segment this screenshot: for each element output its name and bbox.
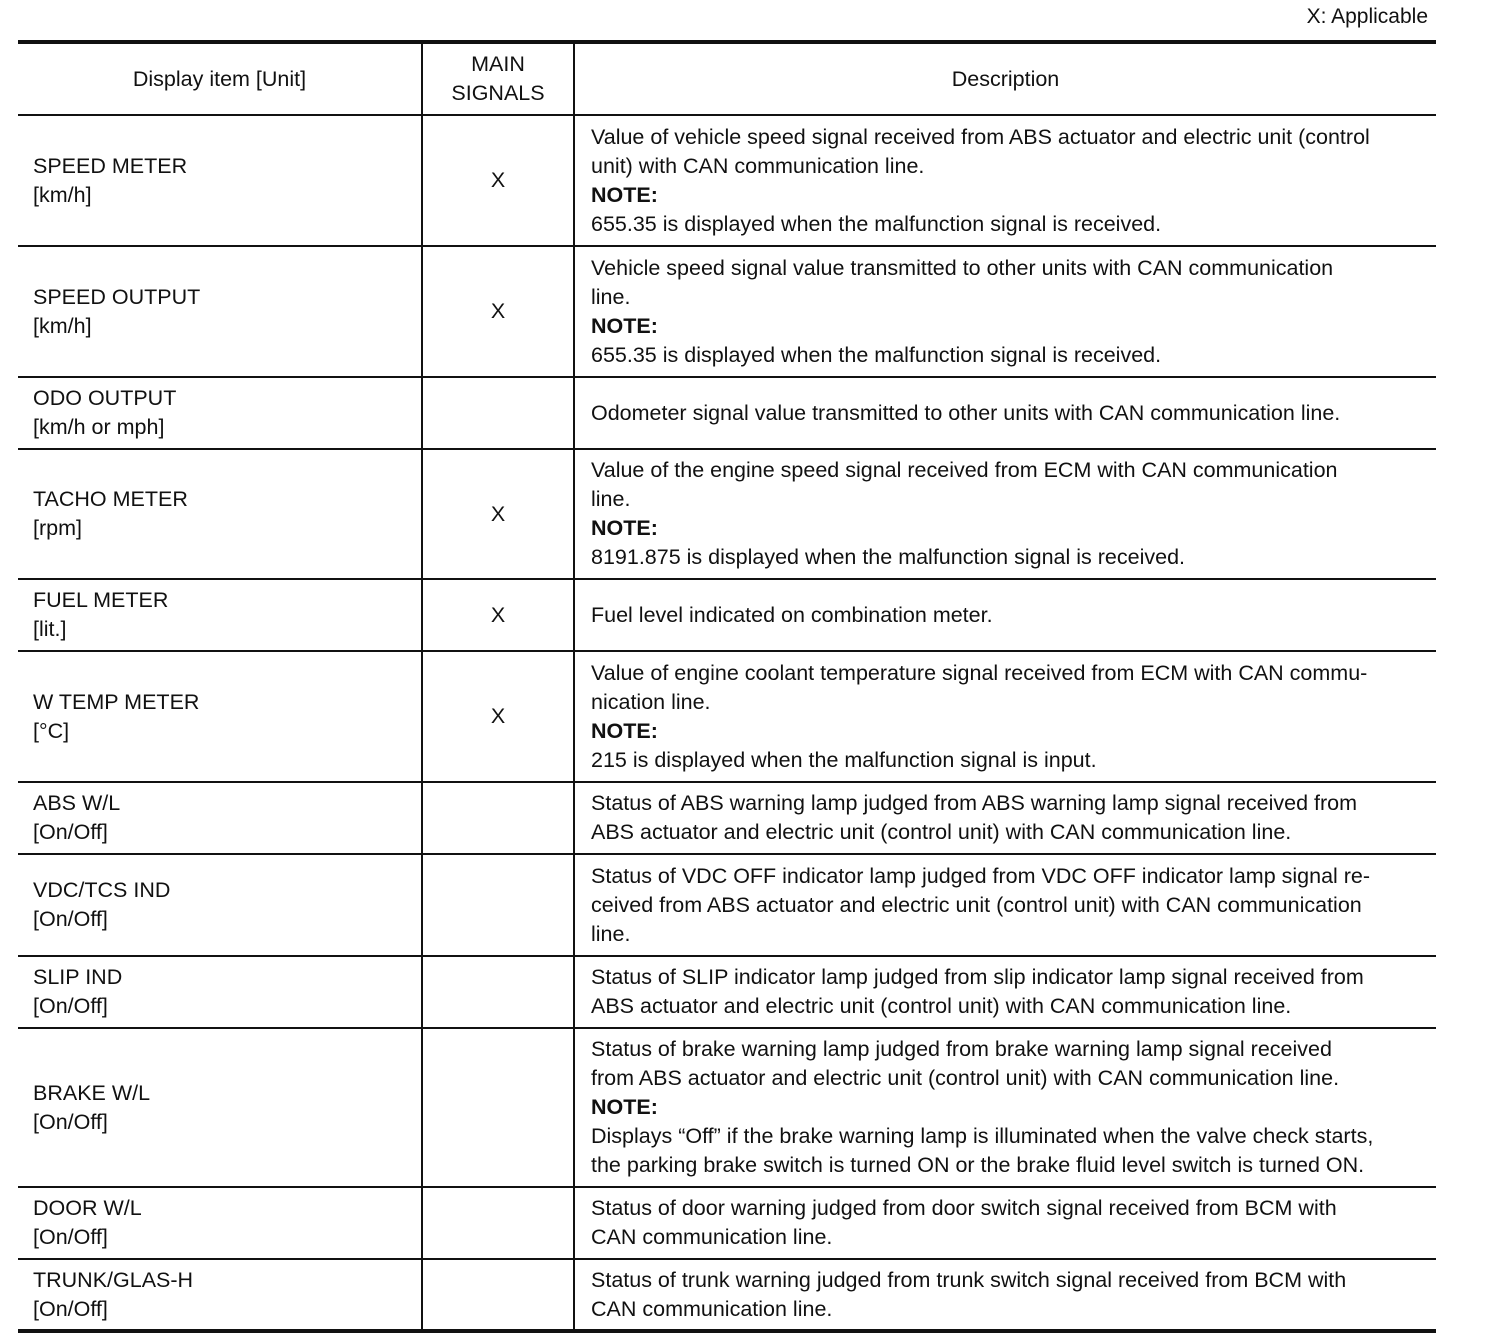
- display-item-cell: [18, 956, 422, 1028]
- header-display-item: Display item [Unit]: [18, 42, 422, 115]
- main-signal-cell: [422, 1259, 574, 1331]
- description-line: ABS actuator and electric unit (control unit) with CAN communication line.: [591, 994, 1292, 1018]
- table-row: [18, 651, 1436, 782]
- main-signal-cell: X: [422, 651, 574, 782]
- main-signal-cell: X: [422, 449, 574, 579]
- description-line: Status of trunk warning judged from trunk switch signal received from BCM with: [591, 1267, 1347, 1292]
- note-text: Displays “Off” if the brake warning lamp is illuminated when the valve check starts,: [591, 1124, 1374, 1148]
- description-line: line.: [591, 284, 631, 309]
- header-main-line2: SIGNALS: [451, 81, 545, 105]
- description-cell: [574, 246, 1436, 377]
- display-items-table: [18, 40, 1436, 1333]
- description-cell: [574, 449, 1436, 579]
- note-text: 655.35 is displayed when the malfunction signal is received.: [591, 211, 1162, 236]
- main-signal-cell: [422, 1187, 574, 1259]
- display-item-name: W TEMP METER: [33, 689, 200, 714]
- description-cell: [574, 854, 1436, 956]
- main-signal-cell: [422, 854, 574, 956]
- description-cell: [574, 651, 1436, 782]
- display-item-cell: [18, 449, 422, 579]
- table-body: [18, 115, 1436, 1331]
- main-signal-cell: [422, 782, 574, 854]
- main-signal-cell: [422, 956, 574, 1028]
- description-cell: [574, 377, 1436, 449]
- display-item-unit: [On/Off]: [33, 820, 108, 844]
- display-item-unit: [On/Off]: [33, 994, 108, 1018]
- display-item-cell: [18, 1259, 422, 1331]
- note-text: 655.35 is displayed when the malfunction signal is received.: [591, 342, 1162, 367]
- table-row: [18, 449, 1436, 579]
- description-cell: [574, 1187, 1436, 1259]
- description-line: line.: [591, 921, 631, 946]
- description-line: CAN communication line.: [591, 1225, 833, 1249]
- description-line: Value of the engine speed signal received from ECM with CAN communication: [591, 458, 1338, 482]
- display-item-cell: [18, 1028, 422, 1187]
- display-item-cell: [18, 377, 422, 449]
- description-line: ABS actuator and electric unit (control unit) with CAN communication line.: [591, 820, 1292, 844]
- note-label: NOTE:: [591, 1095, 658, 1119]
- description-line: Status of door warning judged from door switch signal received from BCM with: [591, 1196, 1337, 1220]
- table-row: [18, 1187, 1436, 1259]
- table-row: [18, 579, 1436, 651]
- main-signal-cell: X: [422, 579, 574, 651]
- description-line: Value of engine coolant temperature signal received from ECM with CAN commu-: [591, 660, 1368, 685]
- display-item-name: FUEL METER: [33, 588, 169, 612]
- note-text: the parking brake switch is turned ON or the brake fluid level switch is turned ON.: [591, 1153, 1365, 1177]
- note-text: 8191.875 is displayed when the malfunction signal is received.: [591, 545, 1186, 569]
- description-cell: [574, 115, 1436, 246]
- description-line: nication line.: [591, 689, 711, 714]
- main-signal-cell: X: [422, 246, 574, 377]
- display-item-name: TRUNK/GLAS-H: [33, 1267, 194, 1292]
- display-item-cell: [18, 115, 422, 246]
- description-line: Status of brake warning lamp judged from brake warning lamp signal received: [591, 1037, 1332, 1061]
- description-line: Status of VDC OFF indicator lamp judged from VDC OFF indicator lamp signal re-: [591, 863, 1371, 888]
- display-item-unit: [km/h]: [33, 313, 92, 338]
- description-cell: [574, 956, 1436, 1028]
- display-item-unit: [On/Off]: [33, 1225, 108, 1249]
- description-line: Odometer signal value transmitted to other units with CAN communication line.: [591, 400, 1341, 425]
- display-item-unit: [On/Off]: [33, 1109, 108, 1134]
- note-label: NOTE:: [591, 718, 658, 743]
- display-item-unit: [lit.]: [33, 617, 67, 641]
- header-description: Description: [574, 42, 1436, 115]
- main-signal-cell: X: [422, 115, 574, 246]
- description-line: Fuel level indicated on combination meter.: [591, 602, 993, 627]
- display-item-name: ABS W/L: [33, 791, 121, 815]
- header-main-line1: MAIN: [471, 52, 525, 76]
- description-line: Vehicle speed signal value transmitted to other units with CAN communication: [591, 255, 1334, 280]
- table-row: [18, 115, 1436, 246]
- display-item-name: ODO OUTPUT: [33, 386, 177, 410]
- table-row: [18, 1028, 1436, 1187]
- description-line: line.: [591, 487, 631, 511]
- display-item-unit: [rpm]: [33, 516, 82, 540]
- display-item-unit: [km/h or mph]: [33, 415, 165, 439]
- applicable-legend: X: Applicable: [1306, 5, 1428, 28]
- description-cell: [574, 1028, 1436, 1187]
- description-line: from ABS actuator and electric unit (control unit) with CAN communication line.: [591, 1066, 1340, 1090]
- description-line: CAN communication line.: [591, 1296, 833, 1321]
- display-item-cell: [18, 246, 422, 377]
- display-item-cell: [18, 579, 422, 651]
- table-row: [18, 377, 1436, 449]
- main-signal-cell: [422, 1028, 574, 1187]
- display-item-unit: [On/Off]: [33, 907, 108, 931]
- display-item-cell: [18, 651, 422, 782]
- table-row: [18, 956, 1436, 1028]
- description-cell: [574, 579, 1436, 651]
- description-cell: [574, 1259, 1436, 1331]
- display-item-name: SPEED OUTPUT: [33, 284, 201, 309]
- description-line: ceived from ABS actuator and electric unit (control unit) with CAN communication: [591, 892, 1362, 917]
- description-line: Status of ABS warning lamp judged from ABS warning lamp signal received from: [591, 791, 1358, 815]
- table-header: [18, 42, 1436, 115]
- display-item-unit: [On/Off]: [33, 1296, 108, 1321]
- header-main-signals: [422, 42, 574, 115]
- main-signal-cell: [422, 377, 574, 449]
- display-item-name: SPEED METER: [33, 153, 188, 178]
- description-cell: [574, 782, 1436, 854]
- note-label: NOTE:: [591, 182, 658, 207]
- display-item-name: VDC/TCS IND: [33, 878, 171, 902]
- description-line: unit) with CAN communication line.: [591, 153, 925, 178]
- display-item-unit: [°C]: [33, 718, 70, 743]
- table-row: [18, 1259, 1436, 1331]
- table-row: [18, 854, 1436, 956]
- note-label: NOTE:: [591, 516, 658, 540]
- table-row: [18, 246, 1436, 377]
- note-text: 215 is displayed when the malfunction signal is input.: [591, 747, 1097, 772]
- description-line: Status of SLIP indicator lamp judged from slip indicator lamp signal received from: [591, 965, 1364, 989]
- display-item-name: SLIP IND: [33, 965, 123, 989]
- note-label: NOTE:: [591, 313, 658, 338]
- display-item-cell: [18, 1187, 422, 1259]
- header-row: [18, 42, 1436, 115]
- display-item-name: DOOR W/L: [33, 1196, 142, 1220]
- display-item-name: BRAKE W/L: [33, 1080, 151, 1105]
- display-item-name: TACHO METER: [33, 487, 188, 511]
- display-item-cell: [18, 854, 422, 956]
- display-item-cell: [18, 782, 422, 854]
- description-line: Value of vehicle speed signal received from ABS actuator and electric unit (control: [591, 124, 1370, 149]
- table-row: [18, 782, 1436, 854]
- display-item-unit: [km/h]: [33, 182, 92, 207]
